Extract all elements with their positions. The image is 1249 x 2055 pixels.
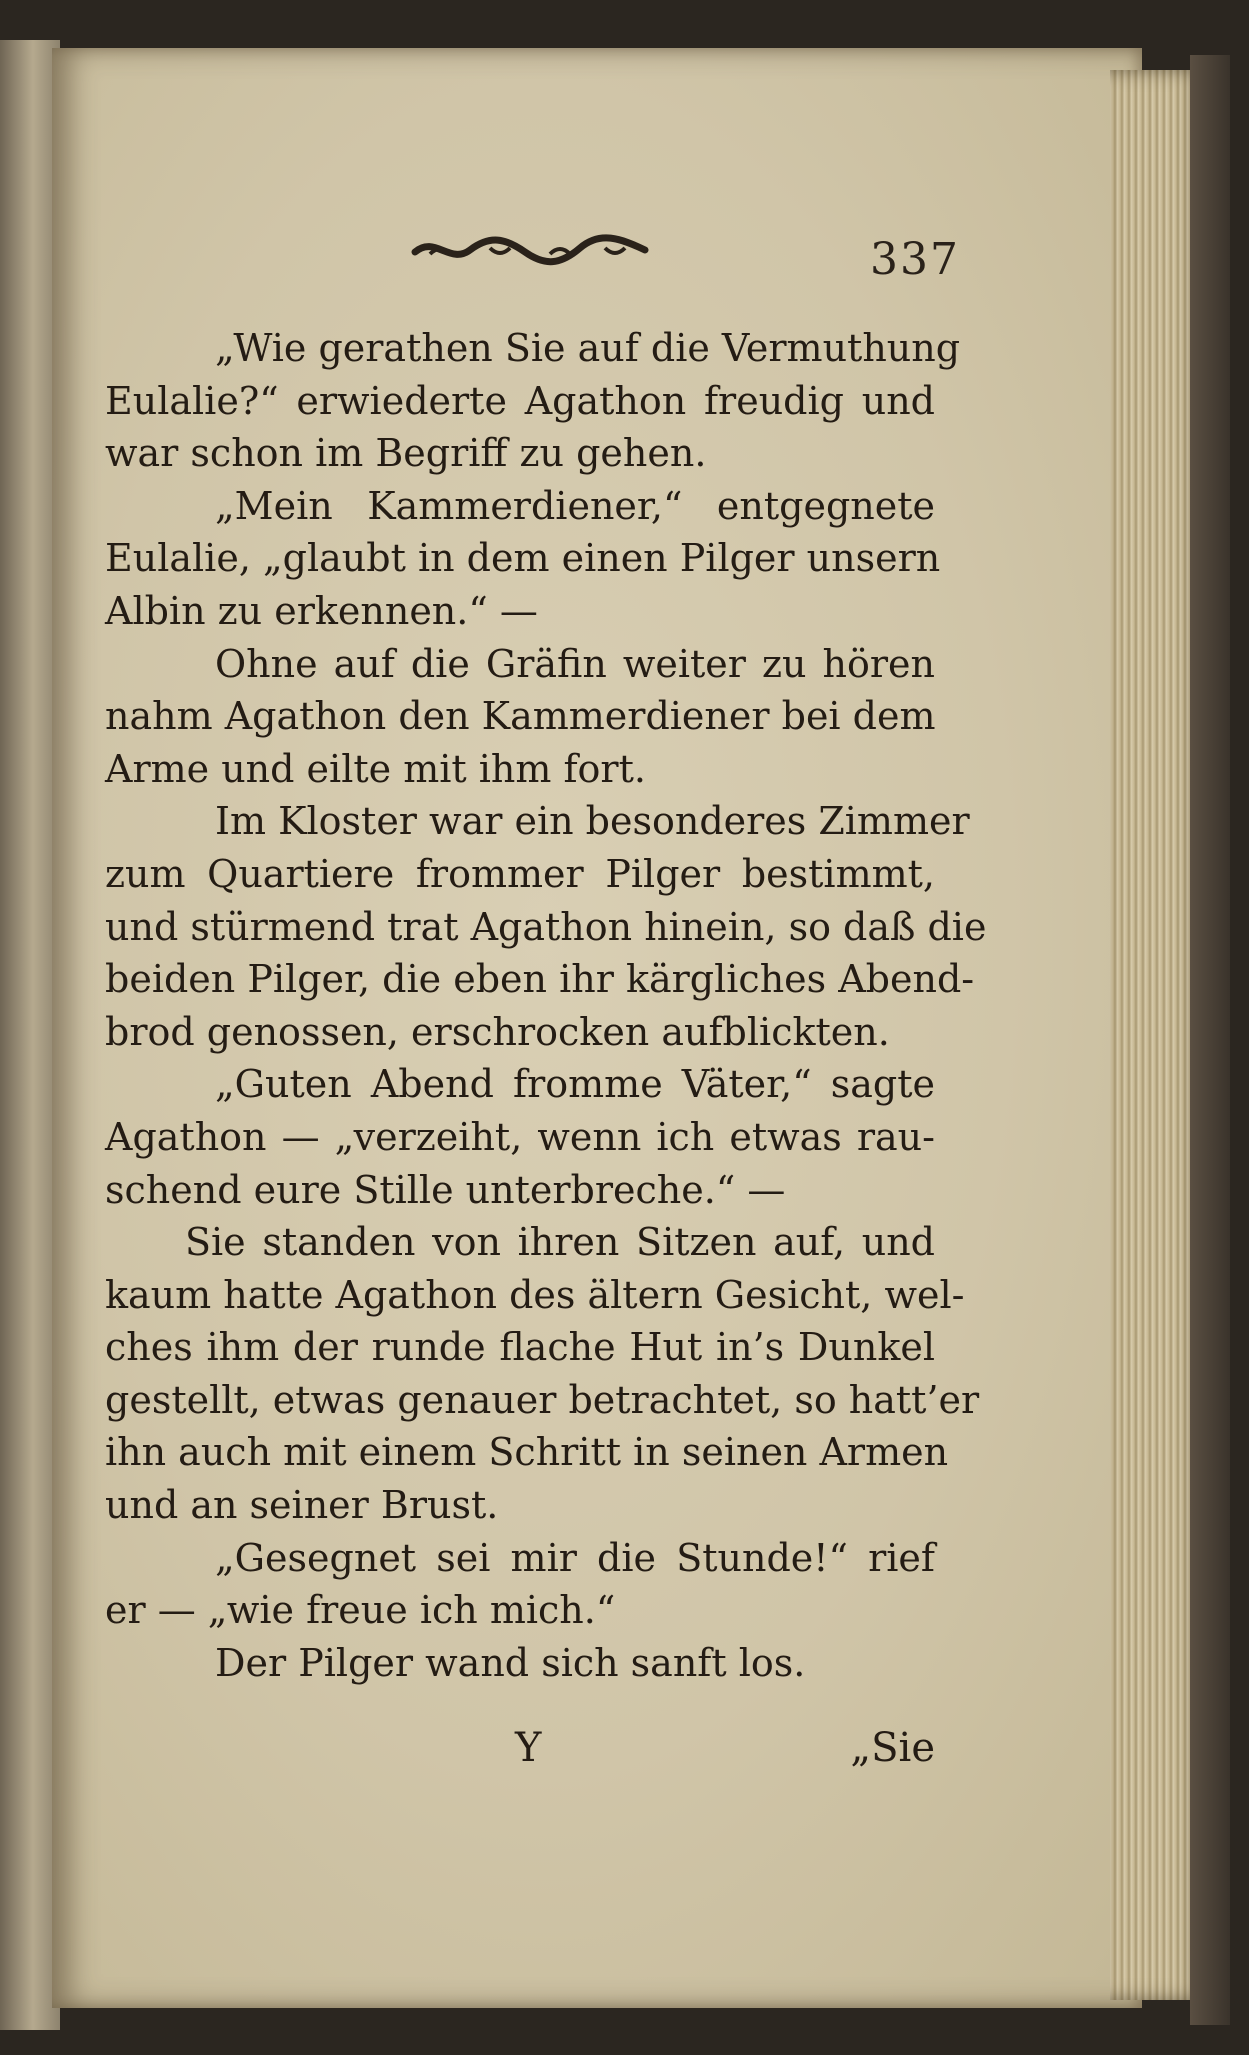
text-line: Agathon — „verzeiht, wenn ich etwas rau-	[105, 1114, 935, 1159]
text-line: Sie standen von ihren Sitzen auf, und	[185, 1220, 935, 1265]
text-line: „Wie gerathen Sie auf die Vermuthung	[215, 326, 961, 370]
running-header	[230, 230, 960, 310]
text-line: Im Kloster war ein besonderes Zimmer	[215, 799, 970, 844]
text-line: kaum hatte Agathon des ältern Gesicht, wel-	[105, 1272, 965, 1317]
text-line: nahm Agathon den Kammerdiener bei dem	[105, 694, 936, 739]
text-line: Eulalie?“ erwiederte Agathon freudig und	[105, 378, 935, 423]
text-line: war schon im Begriff zu gehen.	[105, 431, 707, 476]
text-line: und an seiner Brust.	[105, 1483, 499, 1528]
text-line: zum Quartiere frommer Pilger bestimmt,	[105, 851, 935, 896]
signature-mark: Y	[515, 1725, 542, 1771]
text-line: Der Pilger wand sich sanft los.	[215, 1640, 806, 1685]
text-line: Eulalie, „glaubt in dem einen Pilger unsern	[105, 536, 941, 581]
text-line: Arme und eilte mit ihm fort.	[105, 746, 646, 791]
text-line: Ohne auf die Gräfin weiter zu hören	[215, 641, 935, 686]
text-line: ches ihm der runde flache Hut in’s Dunkel	[105, 1325, 935, 1370]
text-line: er — „wie freue ich mich.“	[105, 1588, 616, 1633]
text-line: „Guten Abend fromme Väter,“ sagte	[215, 1062, 935, 1107]
ornamental-rule-icon	[410, 230, 650, 270]
text-line: „Gesegnet sei mir die Stunde!“ rief	[215, 1535, 935, 1580]
text-line: ihn auch mit einem Schritt in seinen Armen	[105, 1430, 949, 1475]
text-line: Albin zu erkennen.“ —	[105, 588, 538, 633]
text-line: gestellt, etwas genauer betrachtet, so hatt’er	[105, 1377, 980, 1422]
page-footer	[105, 1725, 935, 1785]
text-line: schend eure Stille unterbreche.“ —	[105, 1167, 786, 1212]
text-line: „Mein Kammerdiener,“ entgegnete	[215, 483, 935, 528]
body-text	[105, 322, 987, 1689]
catchword: „Sie	[850, 1725, 935, 1771]
text-line: brod genossen, erschrocken aufblickten.	[105, 1009, 890, 1054]
book-cover-edge	[1190, 55, 1230, 2025]
text-line: und stürmend trat Agathon hinein, so daß die	[105, 904, 987, 949]
text-line: beiden Pilger, die eben ihr kärgliches Abend-	[105, 957, 975, 1002]
page-number: 337	[870, 234, 960, 285]
facing-page-edge	[0, 40, 60, 2030]
